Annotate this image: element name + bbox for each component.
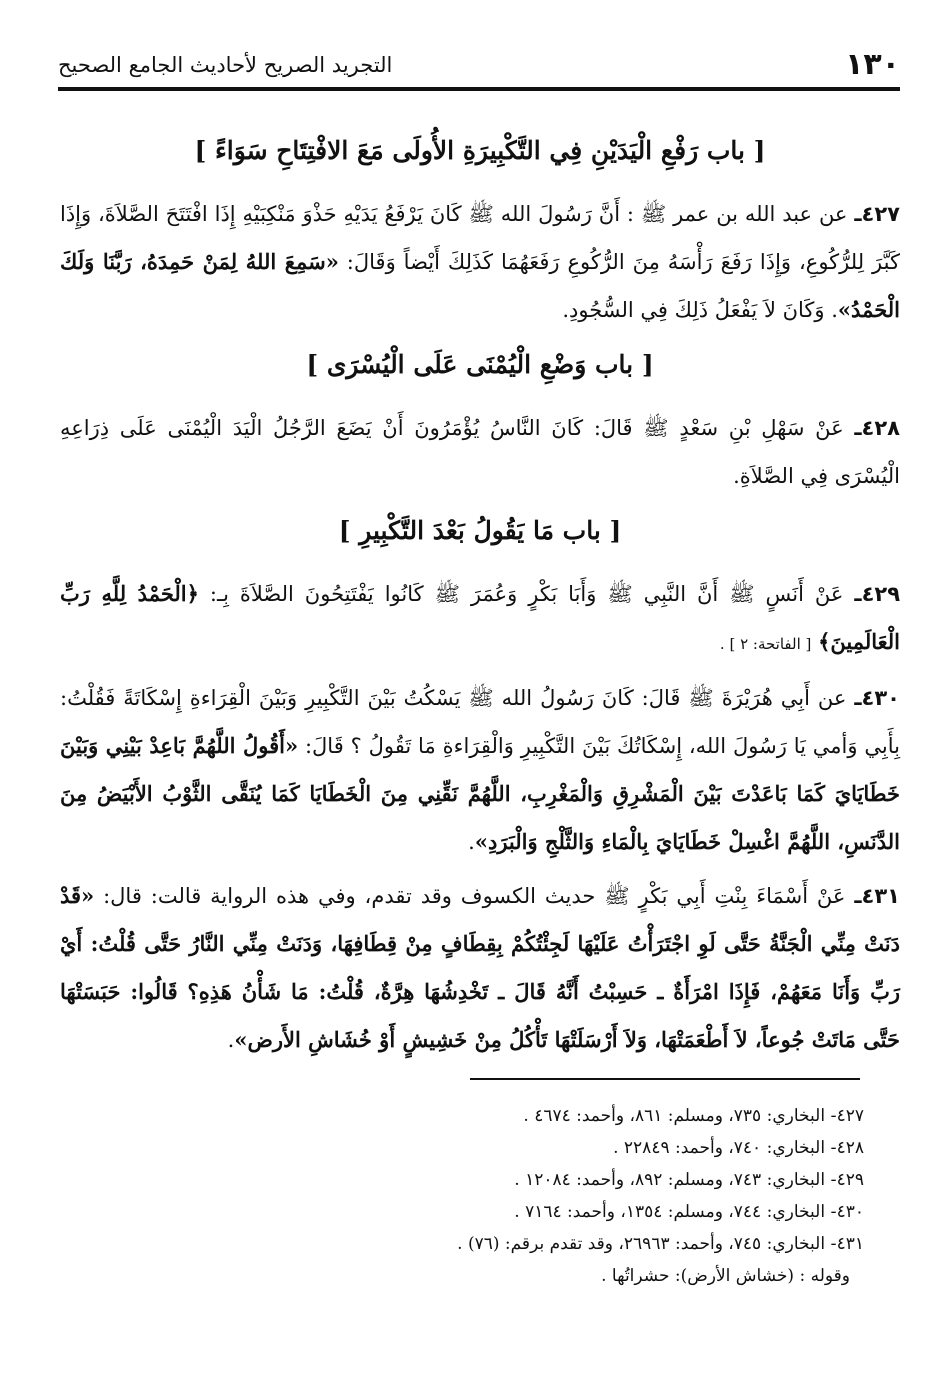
footnote: [264, 1164, 864, 1196]
hadith-quote: «أَقُولُ اللَّهُمَّ بَاعِدْ بَيْنِي وَبَيْنَ خَطَايَايَ كَمَا بَاعَدْتَ بَيْنَ الْمَشْرِقِ وَالْمَغْرِبِ، اللَّهُمَّ نَقِّنِي مِنَ الْخَطَايَا كَمَا يُنَقَّى الثَّوْبُ الأَبْيَضُ مِنَ الدَّنَسِ، اللَّهُمَّ اغْسِلْ خَطَايَايَ بِالْمَاءِ وَالثَّلْجِ وَالْبَرَدِ»: [60, 733, 900, 854]
main-text: [60, 120, 900, 1070]
section-heading: [ باب مَا يَقُولُ بَعْدَ التَّكْبِيرِ ]: [338, 516, 622, 545]
hadith-number: ٤٣١ـ: [854, 884, 900, 908]
footnote-number: ٤٢٩-: [830, 1170, 864, 1190]
footnote-text: البخاري: ٧٤٤، ومسلم: ١٣٥٤، وأحمد: ٧١٦٤ .: [514, 1202, 826, 1222]
quran-verse: ﴿الْحَمْدُ لِلَّهِ رَبِّ الْعَالَمِينَ﴾: [60, 581, 900, 654]
hadith-tail: . وَكَانَ لاَ يَفْعَلُ ذَلِكَ فِي السُّجُودِ.: [562, 298, 838, 322]
footnote-number: ٤٢٨-: [830, 1138, 864, 1158]
hadith-430: [60, 674, 900, 866]
section-heading: [ باب وَضْعِ الْيُمْنَى عَلَى الْيُسْرَى ]: [306, 350, 654, 379]
hadith-number: ٤٢٧ـ: [854, 202, 900, 226]
footnote-number: ٤٣٠-: [830, 1202, 864, 1222]
hadith-429: [60, 570, 900, 668]
hadith-quote: «سَمِعَ اللهُ لِمَنْ حَمِدَهُ، رَبَّنَا وَلَكَ الْحَمْدُ»: [60, 249, 900, 322]
hadith-number: ٤٣٠ـ: [854, 686, 900, 710]
footnote: [264, 1196, 864, 1228]
header-rule: [58, 87, 900, 91]
footnote-number: ٤٣١-: [830, 1234, 864, 1254]
hadith-tail: .: [227, 1028, 235, 1052]
page-number: ١٣٠: [845, 47, 900, 82]
hadith-number: ٤٢٩ـ: [854, 582, 901, 606]
verse-reference: [ الفاتحة: ٢ ] .: [719, 635, 812, 653]
hadith-431: [60, 872, 900, 1064]
gloss-note: وقوله : (خشاش الأرض): حشراتُها .: [601, 1266, 850, 1286]
hadith-428: [60, 404, 900, 500]
hadith-quote: «قَدْ دَنَتْ مِنِّي الْجَنَّةُ حَتَّى لَوِ اجْتَرَأْتُ عَلَيْهَا لَجِئْتُكُمْ بِقِطَافٍ مِنْ قِطَافِهَا، وَدَنَتْ مِنِّي النَّارُ حَتَّى قُلْتُ: أَيْ رَبِّ وَأَنَا مَعَهُمْ، فَإِذَا امْرَأَةٌ ـ حَسِبْتُ أَنَّهُ قَالَ ـ تَخْدِشُهَا هِرَّةٌ، قُلْتُ: مَا شَأْنُ هَذِهِ؟ قَالُوا: حَبَسَتْهَا حَتَّى مَاتَتْ جُوعاً، لاَ أَطْعَمَتْهَا، وَلاَ أَرْسَلَتْهَا تَأْكُلُ مِنْ خَشِيشٍ أَوْ خُشَاشِ الأَرض»: [60, 883, 900, 1052]
page-header: [58, 45, 900, 91]
hadith-text: عن أَبِي هُرَيْرَةَ ﷺ قَالَ: كَانَ رَسُولُ الله ﷺ يَسْكُتُ بَيْنَ التَّكْبِيرِ وَبَيْنَ الْقِرَاءةِ إِسْكَاتَةً فَقُلْتُ: بِأَبِي وَأمي يَا رَسُولَ الله، إِسْكَاتُكَ بَيْنَ التَّكْبِيرِ وَالْقِرَاءةِ مَا تَقُولُ ؟ قَالَ:: [60, 686, 900, 758]
footnote-text: البخاري: ٧٣٥، ومسلم: ٨٦١، وأحمد: ٤٦٧٤ .: [523, 1106, 826, 1126]
footnote-number: ٤٢٧-: [830, 1106, 864, 1126]
hadith-text: عَنْ سَهْلِ بْنِ سَعْدٍ ﷺ قَالَ: كَانَ النَّاسُ يُؤْمَرُونَ أَنْ يَضَعَ الرَّجُلُ الْيَدَ الْيُمْنَى عَلَى ذِرَاعِهِ الْيُسْرَى فِي الصَّلاَةِ.: [60, 416, 900, 488]
footnote: [264, 1100, 864, 1132]
running-title: التجريد الصريح لأحاديث الجامع الصحيح: [58, 53, 393, 77]
hadith-tail: .: [468, 830, 475, 854]
footnote-text: البخاري: ٧٤٠، وأحمد: ٢٢٨٤٩ .: [613, 1138, 826, 1158]
section-heading: [ باب رَفْعِ الْيَدَيْنِ فِي التَّكْبِيرَةِ الأُولَى مَعَ الافْتِتَاحِ سَوَاءً ]: [194, 136, 766, 165]
footnote: [264, 1228, 864, 1260]
footnote-text: البخاري: ٧٤٥، وأحمد: ٢٦٩٦٣، وقد تقدم برقم: (٧٦) .: [457, 1234, 826, 1254]
footnote-rule: [470, 1078, 860, 1080]
footnote: [264, 1132, 864, 1164]
footnotes: [264, 1100, 864, 1292]
hadith-text: عَنْ أَنَسٍ ﷺ أَنَّ النَّبِي ﷺ وَأَبَا بَكْرٍ وَعُمَرَ ﷺ كَانُوا يَفْتَتِحُونَ الصَّلاَةَ بِـ:: [198, 582, 844, 606]
hadith-427: [60, 190, 900, 334]
hadith-text: عن عبد الله بن عمر ﷺ : أَنَّ رَسُولَ الله ﷺ كَانَ يَرْفَعُ يَدَيْهِ حَذْوَ مَنْكِبَيْهِ إِذَا افْتَتَحَ الصَّلاَةَ، وَإِذَا كَبَّرَ لِلرُّكُوعِ، وَإِذَا رَفَعَ رَأْسَهُ مِنَ الرُّكُوعِ رَفَعَهُمَا كَذَلِكَ أَيْضاً وَقَالَ:: [60, 202, 900, 274]
hadith-number: ٤٢٨ـ: [854, 416, 900, 440]
hadith-text: عَنْ أَسْمَاءَ بِنْتِ أَبِي بَكْرٍ ﷺ حديث الكسوف وقد تقدم، وفي هذه الرواية قالت: قال:: [94, 884, 846, 908]
footnote-text: البخاري: ٧٤٣، ومسلم: ٨٩٢، وأحمد: ١٢٠٨٤ .: [514, 1170, 826, 1190]
